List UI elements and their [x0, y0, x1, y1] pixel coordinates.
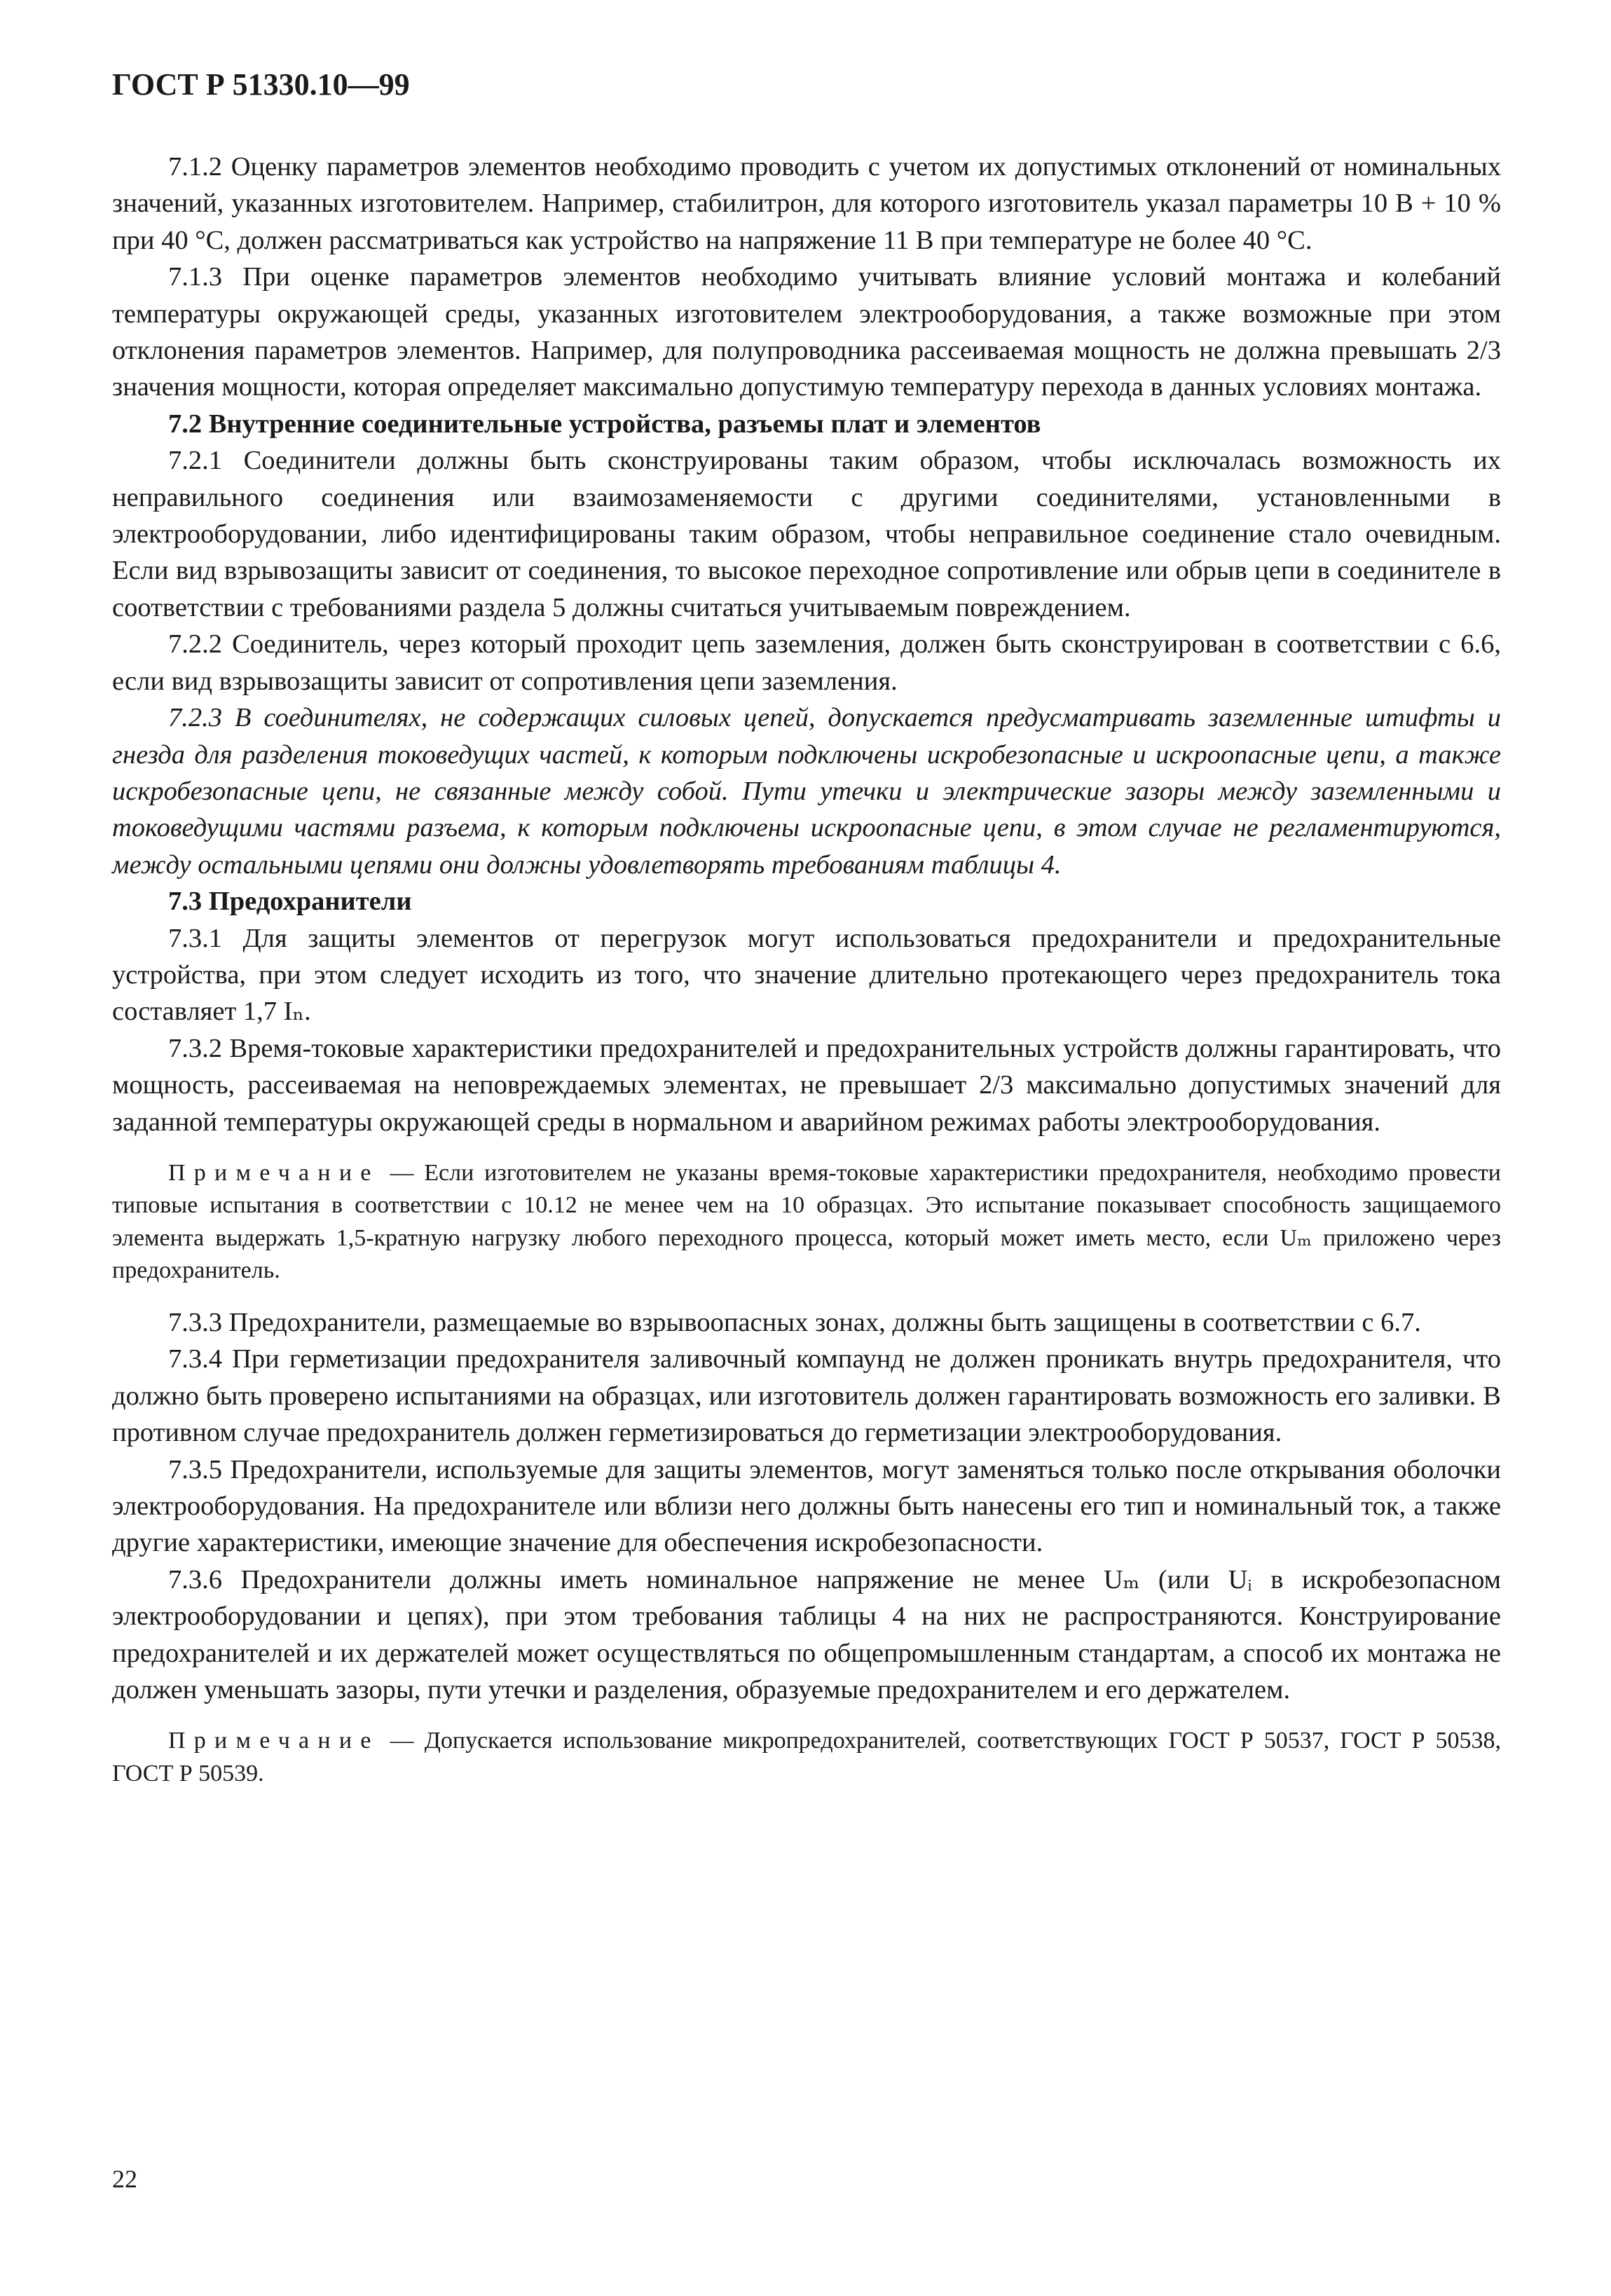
- paragraph-7-3-5: 7.3.5 Предохранители, используемые для защиты элементов, могут заменяться только после открывания оболочки электрооборудования. На предохранителе или вблизи него должны быть нанесены его тип и номинальный ток, а также другие характеристики, имеющие значение для обеспечения искробезопасности.: [112, 1454, 1501, 1558]
- paragraph-7-3-1: 7.3.1 Для защиты элементов от перегрузок могут использоваться предохранители и предохранительные устройства, при этом следует исходить из того, что значение длительно протекающего через предохранитель тока составляет 1,7 Iₙ.: [112, 923, 1501, 1027]
- note-fuse-characteristics: [112, 1157, 1501, 1287]
- paragraph-7-2-2: 7.2.2 Соединитель, через который проходит цепь заземления, должен быть сконструирован в соответствии с 6.6, если вид взрывозащиты зависит от сопротивления цепи заземления.: [112, 629, 1501, 696]
- section-heading-7-2: 7.2 Внутренние соединительные устройства, разъемы плат и элементов: [168, 409, 1041, 439]
- paragraph-7-3-6: 7.3.6 Предохранители должны иметь номинальное напряжение не менее Uₘ (или Uᵢ в искробезопасном электрооборудовании и цепях), при этом требования таблицы 4 на них не распространяются. Конструирование предохранителей и их держателей может осуществляться по общепромышленным стандартам, а способ их монтажа не должен уменьшать зазоры, пути утечки и разделения, образуемые предохранителем и его держателем.: [112, 1564, 1501, 1705]
- section-heading-7-3: 7.3 Предохранители: [168, 887, 412, 917]
- page-body: [112, 149, 1501, 1790]
- note-microfuses: [112, 1725, 1501, 1790]
- paragraph-7-3-2: 7.3.2 Время-токовые характеристики предохранителей и предохранительных устройств должны гарантировать, что мощность, рассеиваемая на неповреждаемых элементах, не превышает 2/3 максимально допустимых значений для заданной температуры окружающей среды в нормальном и аварийном режимах работы электрооборудования.: [112, 1033, 1501, 1137]
- note-label: Примечание: [168, 1728, 380, 1754]
- page-number: 22: [112, 2165, 137, 2193]
- paragraph-7-1-3: 7.1.3 При оценке параметров элементов необходимо учитывать влияние условий монтажа и колебаний температуры окружающей среды, указанных изготовителем электрооборудования, а также возможные при этом отклонения параметров элементов. Например, для полупроводника рассеиваемая мощность не должна превышать 2/3 значения мощности, которая определяет максимально допустимую температуру перехода в данных условиях монтажа.: [112, 262, 1501, 402]
- paragraph-7-2-3: 7.2.3 В соединителях, не содержащих силовых цепей, допускается предусматривать заземленные штифты и гнезда для разделения токоведущих частей, к которым подключены искробезопасные и искроопасные цепи, а также искробезопасные цепи, не связанные между собой. Пути утечки и электрические зазоры между заземленными и токоведущими частями разъема, к которым подключены искроопасные цепи, в этом случае не регламентируются, между остальными цепями они должны удовлетворять требованиям таблицы 4.: [112, 703, 1501, 880]
- note-text: — Допускается использование микропредохранителей, соответствующих ГОСТ Р 50537, ГОСТ Р 50538, ГОСТ Р 50539.: [112, 1728, 1501, 1786]
- note-label: Примечание: [168, 1159, 380, 1186]
- paragraph-7-1-2: 7.1.2 Оценку параметров элементов необходимо проводить с учетом их допустимых отклонений от номинальных значений, указанных изготовителем. Например, стабилитрон, для которого изготовитель указал параметры 10 В + 10 % при 40 °С, должен рассматриваться как устройство на напряжение 11 В при температуре не более 40 °С.: [112, 152, 1501, 255]
- paragraph-7-3-4: 7.3.4 При герметизации предохранителя заливочный компаунд не должен проникать внутрь предохранителя, что должно быть проверено испытаниями на образцах, или изготовитель должен гарантировать возможность его заливки. В противном случае предохранитель должен герметизироваться до герметизации электрооборудования.: [112, 1344, 1501, 1448]
- page-header: ГОСТ Р 51330.10—99: [112, 67, 410, 102]
- note-text: — Если изготовителем не указаны время-токовые характеристики предохранителя, необходимо провести типовые испытания в соответствии с 10.12 не менее чем на 10 образцах. Это испытание показывает способность защищаемого элемента выдержать 1,5-кратную нагрузку любого переходного процесса, который может иметь место, если Uₘ приложено через предохранитель.: [112, 1159, 1501, 1284]
- paragraph-7-3-3: 7.3.3 Предохранители, размещаемые во взрывоопасных зонах, должны быть защищены в соответствии с 6.7.: [168, 1307, 1421, 1337]
- paragraph-7-2-1: 7.2.1 Соединители должны быть сконструированы таким образом, чтобы исключалась возможность их неправильного соединения или взаимозаменяемости с другими соединителями, установленными в электрооборудовании, либо идентифицированы таким образом, чтобы неправильное соединение стало очевидным. Если вид взрывозащиты зависит от соединения, то высокое переходное сопротивление или обрыв цепи в соединителе в соответствии с требованиями раздела 5 должны считаться учитываемым повреждением.: [112, 446, 1501, 622]
